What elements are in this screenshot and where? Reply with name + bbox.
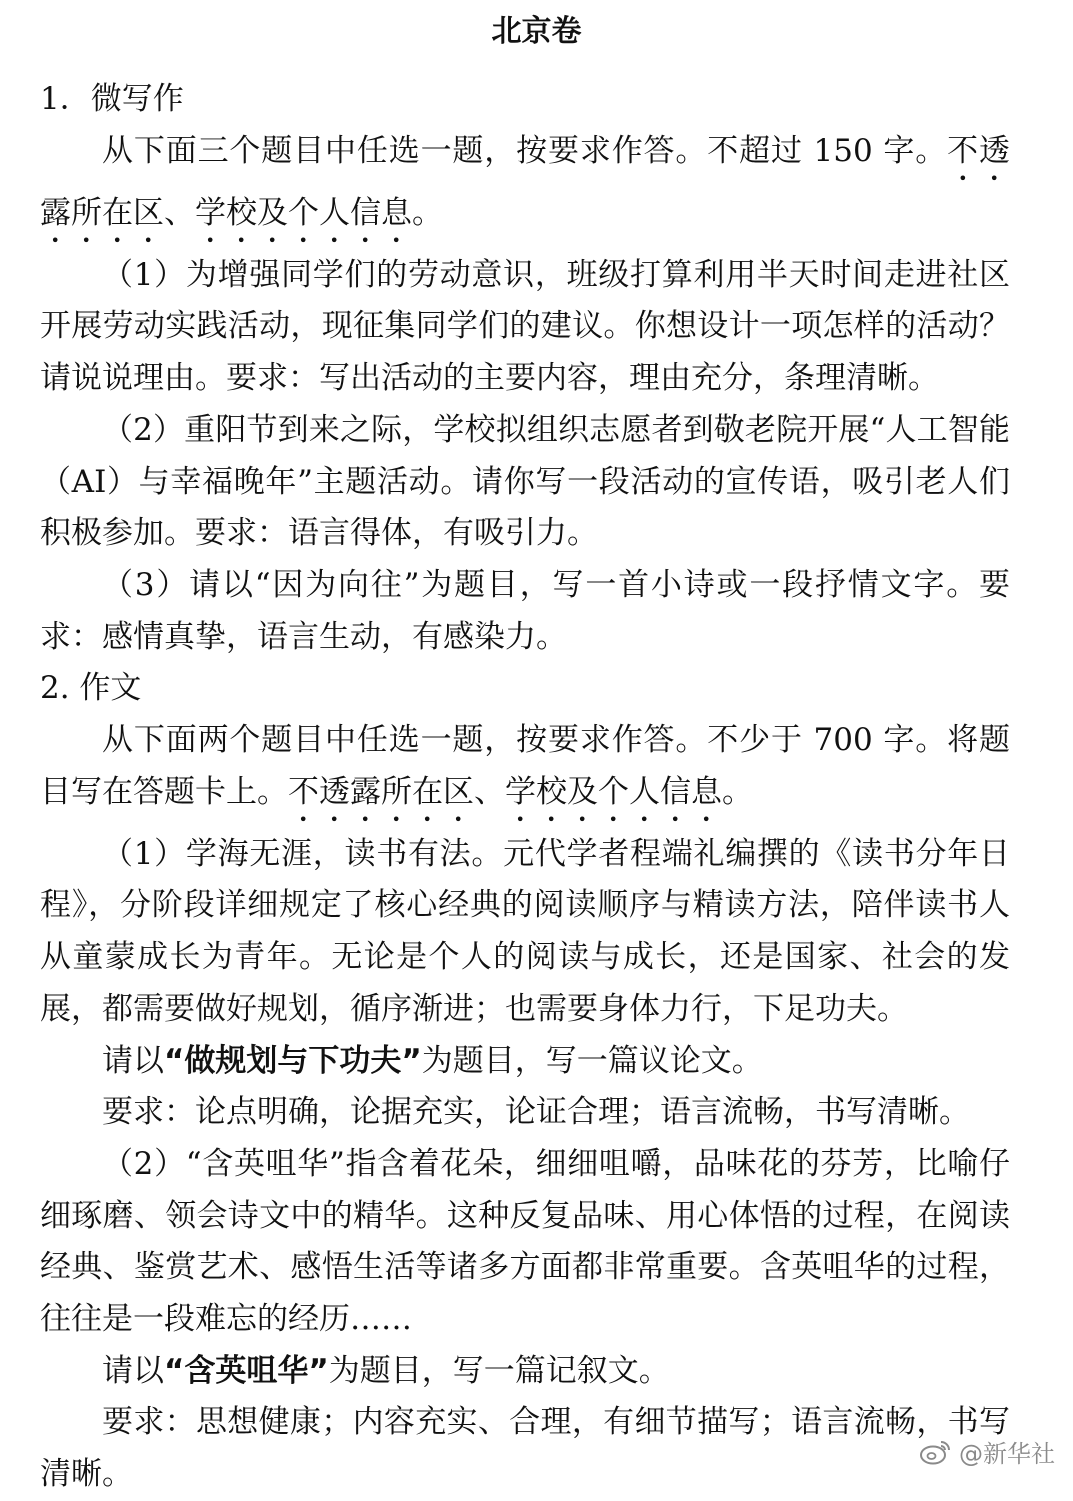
essay-option-1-material: （1）学海无涯，读书有法。元代学者程端礼编撰的《读书分年日程》，分阶段详细规定了核心经典的阅读顺序与精读方法，陪伴读书人从童蒙成长为青年。无论是个人的阅读与成长，还是国家、社会的发展，都需要做好规划，循序渐进；也需要身体力行，下足功夫。 bbox=[40, 835, 1010, 1027]
prompt-tail: 为题目，写一篇记叙文。 bbox=[328, 1352, 670, 1389]
privacy-notice: 不透露所在区、学校及个人信息 bbox=[288, 773, 722, 810]
weibo-icon bbox=[919, 1438, 953, 1466]
essay-title: “做规划与下功夫” bbox=[164, 1042, 422, 1079]
prompt-lead: 请以 bbox=[102, 1352, 164, 1389]
privacy-notice: 不透露所在区、学校及个人信息 bbox=[40, 132, 1011, 231]
question-1-instructions bbox=[40, 126, 1010, 250]
essay-option-2-prompt bbox=[40, 1346, 1010, 1398]
instructions-text: 从下面三个题目中任选一题，按要求作答。不超过 150 字。 bbox=[102, 132, 948, 169]
essay-option-2-material: （2）“含英咀华”指含着花朵，细细咀嚼，品味花的芬芳，比喻仔细琢磨、领会诗文中的精华。这种反复品味、用心体悟的过程，在阅读经典、鉴赏艺术、感悟生活等诸多方面都非常重要。含英咀华的过程，往往是一段难忘的经历…… bbox=[40, 1145, 1010, 1338]
question-2-instructions bbox=[40, 715, 1010, 829]
essay-option-2-requirements: 要求：思想健康；内容充实、合理，有细节描写；语言流畅，书写清晰。 bbox=[40, 1404, 1010, 1493]
essay-option-1-prompt bbox=[40, 1036, 1010, 1088]
watermark-text: @新华社 bbox=[959, 1440, 1055, 1468]
instructions-text: 从下面两个题目中任选一题，按要求作答。不少于 700 字。将题目写在答题卡上。 bbox=[40, 722, 1010, 810]
watermark bbox=[919, 1434, 1055, 1469]
question-1-option-2: （2）重阳节到来之际，学校拟组织志愿者到敬老院开展“人工智能（AI）与幸福晚年”主题活动。请你写一段活动的宣传语，吸引老人们积极参加。要求：语言得体，有吸引力。 bbox=[40, 411, 1010, 552]
question-1-option-3: （3）请以“因为向往”为题目，写一首小诗或一段抒情文字。要求：感情真挚，语言生动，有感染力。 bbox=[40, 566, 1010, 655]
essay-option-1-requirements: 要求：论点明确，论据充实，论证合理；语言流畅，书写清晰。 bbox=[102, 1094, 970, 1131]
prompt-lead: 请以 bbox=[102, 1042, 164, 1079]
page-title: 北京卷 bbox=[491, 14, 582, 49]
instructions-end: 。 bbox=[412, 194, 443, 231]
prompt-tail: 为题目，写一篇议论文。 bbox=[421, 1042, 763, 1079]
question-2-heading: 2. 作文 bbox=[40, 670, 142, 707]
question-1-heading: 1．微写作 bbox=[40, 81, 184, 117]
exam-body bbox=[40, 74, 1010, 1501]
instructions-end: 。 bbox=[722, 773, 753, 810]
question-1-option-1: （1）为增强同学们的劳动意识，班级打算利用半天时间走进社区开展劳动实践活动，现征集同学们的建议。你想设计一项怎样的活动？请说说理由。要求：写出活动的主要内容，理由充分，条理清晰。 bbox=[40, 256, 1010, 397]
essay-title: “含英咀华” bbox=[164, 1352, 329, 1389]
